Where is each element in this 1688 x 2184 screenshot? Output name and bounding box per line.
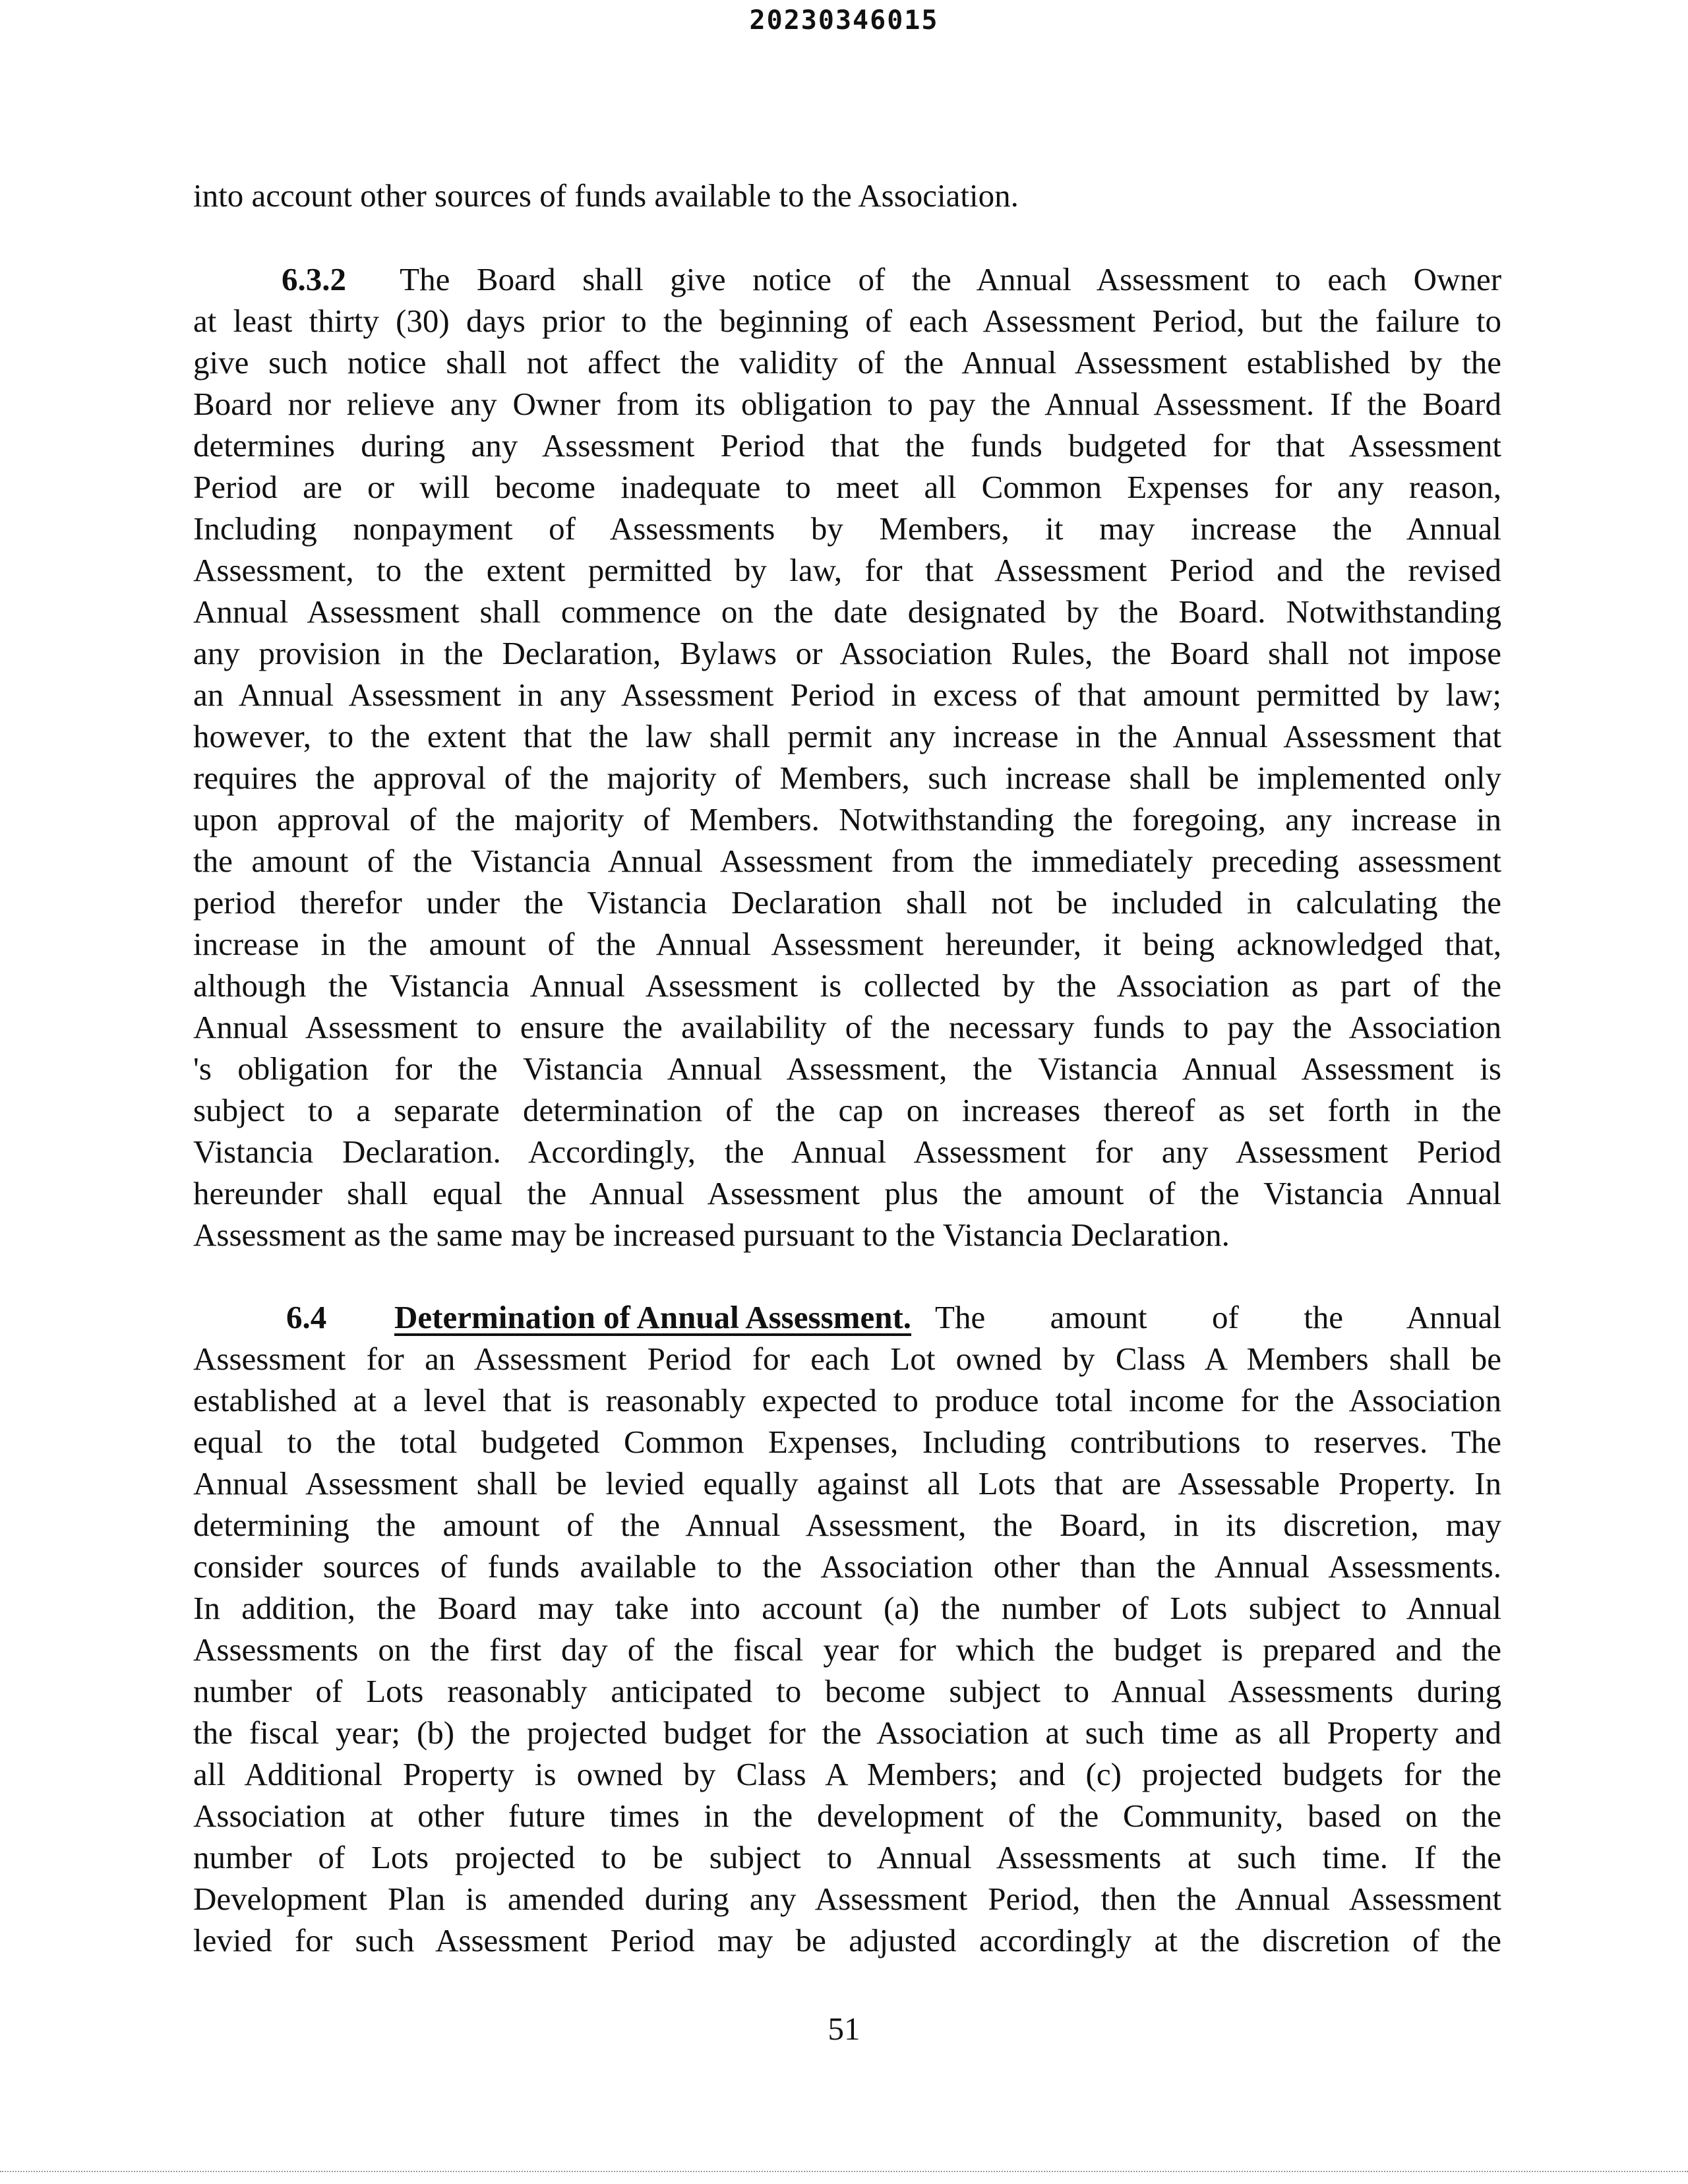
section-6-3-2-first-line: [193, 258, 1501, 300]
text-line: an Annual Assessment in any Assessment Period in excess of that amount permitted by law;: [193, 677, 1501, 713]
section-number: 6.4: [286, 1299, 327, 1335]
text-line: consider sources of funds available to the Association other than the Annual Assessments.: [193, 1548, 1501, 1585]
section-heading: Determination of Annual Assessment.: [394, 1299, 912, 1335]
text-line: however, to the extent that the law shall permit any increase in the Annual Assessment that: [193, 718, 1501, 754]
text-line: Annual Assessment to ensure the availability of the necessary funds to pay the Association: [193, 1009, 1501, 1045]
text-line: into account other sources of funds available to the Association.: [193, 177, 1019, 214]
text-line: The amount of the Annual: [935, 1299, 1501, 1335]
section-6-3-2: [193, 258, 1501, 1256]
text-line: at least thirty (30) days prior to the beginning of each Assessment Period, but the failure to: [193, 303, 1501, 339]
text-line: number of Lots reasonably anticipated to become subject to Annual Assessments during: [193, 1673, 1501, 1709]
text-line: the fiscal year; (b) the projected budget for the Association at such time as all Property and: [193, 1714, 1501, 1751]
section-6-4-first-line: [193, 1296, 1501, 1338]
text-line: period therefor under the Vistancia Declaration shall not be included in calculating the: [193, 884, 1501, 921]
text-line: the amount of the Vistancia Annual Assessment from the immediately preceding assessment: [193, 843, 1501, 879]
text-line: Assessment for an Assessment Period for each Lot owned by Class A Members shall be: [193, 1341, 1501, 1377]
text-line: Development Plan is amended during any Assessment Period, then the Annual Assessment: [193, 1881, 1501, 1917]
text-line: Assessment as the same may be increased pursuant to the Vistancia Declaration.: [193, 1217, 1230, 1253]
text-line: Annual Assessment shall be levied equally against all Lots that are Assessable Property. In: [193, 1465, 1501, 1502]
text-line: Board nor relieve any Owner from its obligation to pay the Annual Assessment. If the Board: [193, 386, 1501, 422]
text-line: determining the amount of the Annual Assessment, the Board, in its discretion, may: [193, 1507, 1501, 1543]
text-line: number of Lots projected to be subject to Annual Assessments at such time. If the: [193, 1839, 1501, 1875]
text-line: 's obligation for the Vistancia Annual Assessment, the Vistancia Annual Assessment is: [193, 1050, 1501, 1087]
text-line: The Board shall give notice of the Annual Assessment to each Owner: [400, 261, 1502, 297]
text-line: determines during any Assessment Period that the funds budgeted for that Assessment: [193, 427, 1501, 464]
text-line: requires the approval of the majority of Members, such increase shall be implemented only: [193, 760, 1501, 796]
document-number: 20230346015: [749, 5, 939, 36]
section-6-4: [193, 1296, 1501, 1961]
text-line: give such notice shall not affect the validity of the Annual Assessment established by the: [193, 344, 1501, 380]
text-line: In addition, the Board may take into account (a) the number of Lots subject to Annual: [193, 1590, 1501, 1626]
text-line: although the Vistancia Annual Assessment is collected by the Association as part of the: [193, 967, 1501, 1004]
text-line: Assessment, to the extent permitted by law, for that Assessment Period and the revised: [193, 552, 1501, 588]
text-line: levied for such Assessment Period may be adjusted accordingly at the discretion of the: [193, 1922, 1501, 1958]
text-line: Association at other future times in the development of the Community, based on the: [193, 1798, 1501, 1834]
text-line: hereunder shall equal the Annual Assessment plus the amount of the Vistancia Annual: [193, 1175, 1501, 1211]
text-line: Vistancia Declaration. Accordingly, the Annual Assessment for any Assessment Period: [193, 1134, 1501, 1170]
text-line: Annual Assessment shall commence on the date designated by the Board. Notwithstanding: [193, 593, 1501, 630]
text-line: upon approval of the majority of Members. Notwithstanding the foregoing, any increase in: [193, 801, 1501, 837]
text-line: all Additional Property is owned by Class A Members; and (c) projected budgets for the: [193, 1756, 1501, 1792]
text-line: increase in the amount of the Annual Assessment hereunder, it being acknowledged that,: [193, 926, 1501, 962]
text-line: any provision in the Declaration, Bylaws or Association Rules, the Board shall not impose: [193, 635, 1501, 671]
text-line: established at a level that is reasonably expected to produce total income for the Association: [193, 1382, 1501, 1418]
text-line: Period are or will become inadequate to meet all Common Expenses for any reason,: [193, 469, 1501, 505]
continuation-paragraph: [193, 175, 1501, 216]
text-line: Including nonpayment of Assessments by Members, it may increase the Annual: [193, 510, 1501, 547]
bottom-scan-edge: [0, 2171, 1688, 2172]
text-line: Assessments on the first day of the fiscal year for which the budget is prepared and the: [193, 1631, 1501, 1668]
section-number: 6.3.2: [282, 261, 346, 297]
text-line: equal to the total budgeted Common Expenses, Including contributions to reserves. The: [193, 1424, 1501, 1460]
page-number: 51: [828, 2011, 860, 2047]
text-line: subject to a separate determination of the cap on increases thereof as set forth in the: [193, 1092, 1501, 1128]
